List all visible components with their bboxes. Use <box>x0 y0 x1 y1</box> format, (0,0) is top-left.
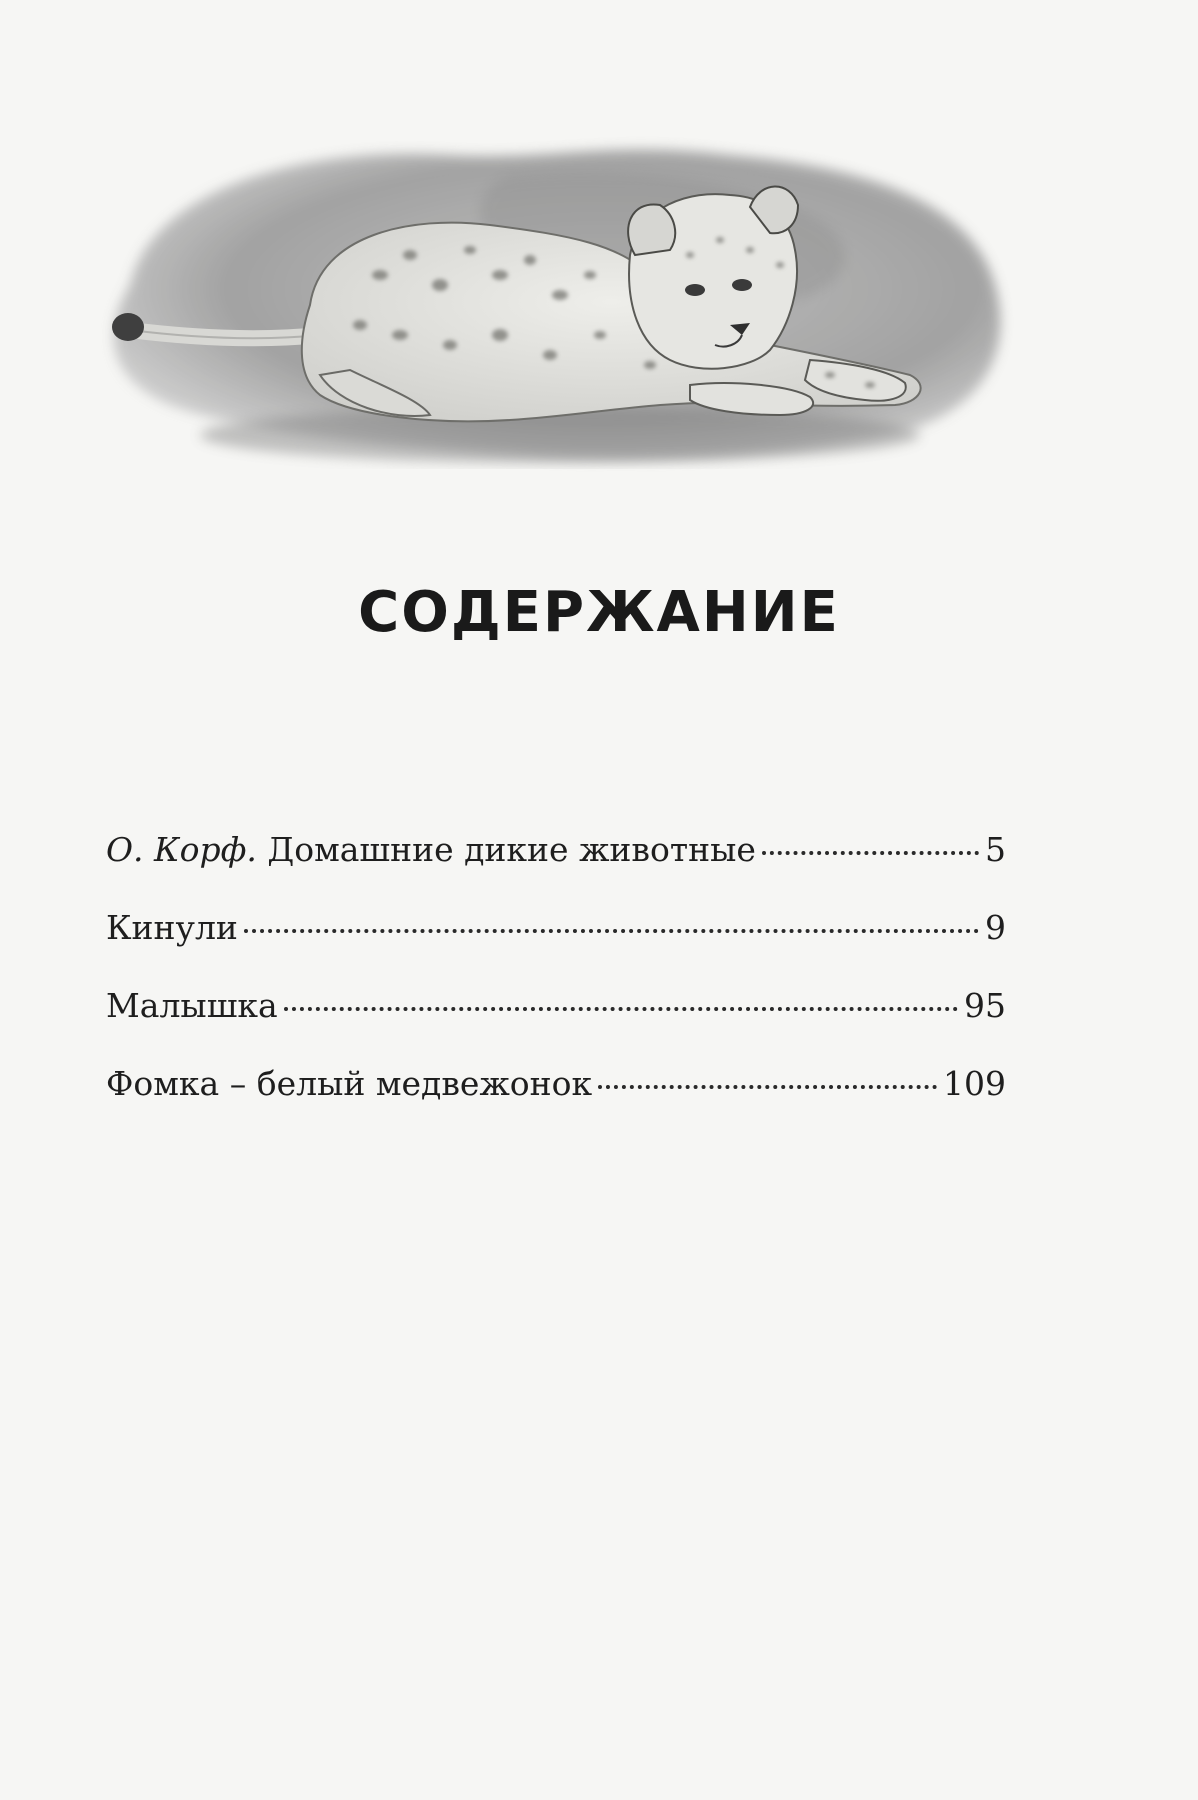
toc-entry[interactable] <box>106 986 1006 1026</box>
toc-title: Малышка <box>106 986 278 1025</box>
toc-title: Фомка – белый медвежонок <box>106 1064 593 1103</box>
leopard-cub-illustration <box>90 135 1020 495</box>
toc-page-number: 9 <box>985 908 1006 947</box>
toc-leader-dots <box>762 851 979 855</box>
toc-leader-dots <box>244 929 979 933</box>
toc-page-number: 5 <box>985 830 1006 869</box>
toc-leader-dots <box>598 1085 937 1089</box>
toc-title: Кинули <box>106 908 238 947</box>
toc-page-number: 109 <box>943 1064 1006 1103</box>
toc-page-number: 95 <box>964 986 1006 1025</box>
page-title: СОДЕРЖАНИЕ <box>358 580 840 645</box>
table-of-contents <box>106 830 1006 1104</box>
toc-title: Домашние дикие животные <box>267 830 756 869</box>
toc-entry[interactable] <box>106 1064 1006 1104</box>
toc-author: О. Корф. <box>106 830 257 869</box>
toc-entry[interactable] <box>106 908 1006 948</box>
toc-entry[interactable] <box>106 830 1006 870</box>
toc-leader-dots <box>284 1007 958 1011</box>
